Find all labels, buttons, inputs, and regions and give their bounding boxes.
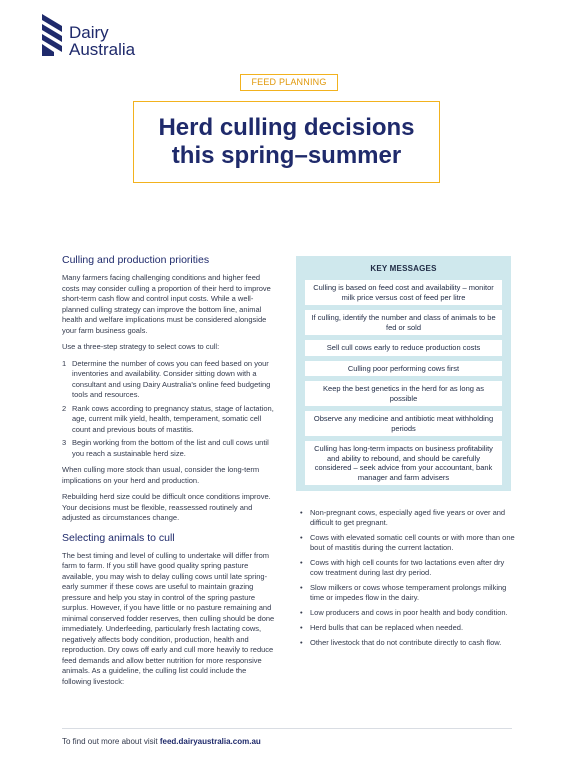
cull-list-item: • Low producers and cows in poor health and body condition. [300, 608, 515, 618]
strategy-step [62, 438, 276, 459]
key-message: Keep the best genetics in the herd for as long as possible [305, 381, 502, 406]
cull-list-item: • Cows with high cell counts for two lactations even after dry cow treatment during last dry period. [300, 558, 515, 578]
section1-para3: Rebuilding herd size could be difficult once conditions improve. Your decisions must be flexible, reassessed routinely and adjusted as circumstances change. [62, 492, 271, 522]
step-number: 3 [62, 438, 67, 447]
cull-list-item: • Slow milkers or cows whose temperament prolongs milking time or impedes flow in the dairy. [300, 583, 515, 603]
key-message: Culling is based on feed cost and availability – monitor milk price versus cost of feed per litre [305, 280, 502, 305]
key-messages-heading: KEY MESSAGES [370, 264, 437, 273]
cull-list-item: • Other livestock that do not contribute directly to cash flow. [300, 638, 515, 648]
dairy-australia-emblem-icon [40, 12, 64, 56]
cull-list [300, 508, 515, 648]
footer-divider [62, 728, 512, 729]
footer-link[interactable]: feed.dairyaustralia.com.au [159, 737, 261, 746]
key-message: Observe any medicine and antibiotic meat withholding periods [305, 411, 502, 436]
strategy-lead: Use a three-step strategy to select cows to cull: [62, 342, 220, 351]
section1-para2: When culling more stock than usual, consider the long-term implications on your herd and production. [62, 465, 260, 485]
section-heading-selecting-animals: Selecting animals to cull [62, 531, 175, 544]
step-number: 1 [62, 358, 67, 368]
right-column [300, 508, 515, 653]
step-text: Rank cows according to pregnancy status, stage of lactation, age, current milk yield, health, temperament, somatic cell count and previous bouts of mastitis. [72, 403, 274, 434]
strategy-step [62, 404, 276, 436]
section2-body: The best timing and level of culling to undertake will differ from farm to farm. If you still have good quality spring pasture available, you may wish to delay culling cows until late spring-early summer if these cows are useful to maintain grazing pressure and help you stay in control of the spring pasture surplus. However, if you have little or no pasture remaining and minimal conserved fodder reserves, then culling should be done immediately. Underfeeding, particularly fresh lactating cows, negatively affects body condition, production, health and reproduction. Dry cows off early and cull more heavily to reduce feed demands and allow better nutrition for more responsive animals. As a guideline, the culling list could include the following livestock: [62, 550, 275, 686]
page-title [134, 102, 439, 170]
cull-list-item: • Cows with elevated somatic cell counts or with more than one bout of mastitis during the current lactation. [300, 533, 515, 553]
key-message: Culling has long-term impacts on business profitability and ability to rebound, and should be carefully considered – seek advice from your accountant, bank manager and farm advisers [305, 441, 502, 485]
section-heading-culling-priorities: Culling and production priorities [62, 254, 210, 266]
cull-list-item: • Herd bulls that can be replaced when needed. [300, 623, 515, 633]
strategy-step [62, 359, 276, 401]
title-line-2: this spring–summer [171, 142, 402, 169]
dairy-australia-logo [40, 12, 160, 62]
brand-wordmark [69, 24, 135, 58]
strategy-steps [62, 359, 276, 460]
category-tag: FEED PLANNING [240, 74, 338, 91]
footer [62, 737, 261, 747]
left-column [62, 254, 276, 693]
step-number: 2 [62, 403, 67, 413]
key-message: Sell cull cows early to reduce production costs [305, 340, 502, 356]
title-box [133, 101, 440, 183]
section1-intro: Many farmers facing challenging conditions and higher feed costs may consider culling a proportion of their herd to improve short-term cash flow and control input costs. While a well-planned culling strategy can improve the bottom line, animal health and welfare implications must be considered alongside your farm business goals. [62, 273, 271, 335]
key-message: If culling, identify the number and class of animals to be fed or sold [305, 310, 502, 335]
step-text: Begin working from the bottom of the list and cull cows until you reach a sustainable herd size. [72, 438, 269, 458]
brand-line-1: Dairy [69, 23, 109, 42]
step-text: Determine the number of cows you can feed based on your inventories and availability. Consider sitting down with a consultant and using Dairy Australia’s online feed budgeting tools and resources. [72, 358, 271, 399]
title-line-1: Herd culling decisions [158, 114, 415, 141]
footer-lead: To find out more about visit [62, 737, 158, 746]
key-message: Culling poor performing cows first [305, 361, 502, 377]
brand-line-2: Australia [69, 40, 136, 59]
key-messages-box [296, 256, 511, 491]
cull-list-item: • Non-pregnant cows, especially aged five years or over and difficult to get pregnant. [300, 508, 515, 528]
